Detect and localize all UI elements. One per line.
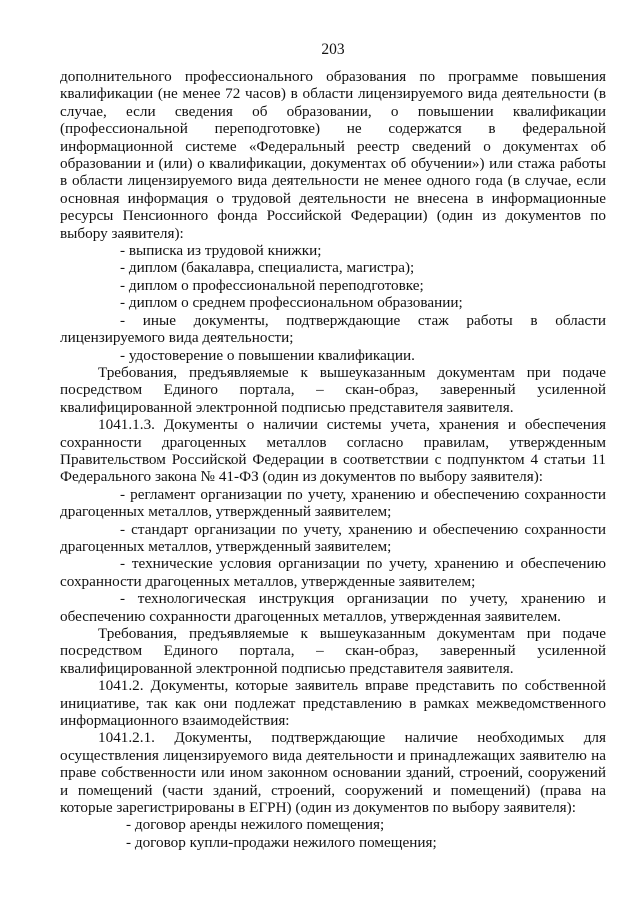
paragraph-requirements-1: Требования, предъявляемые к вышеуказанным документам при подаче посредством Единого портала, – скан-образ, заверенный усиленной квалифицированной электронной подписью представителя заявителя. [60,363,606,416]
document-body [60,68,606,851]
list-item-technological-instruction: - технологическая инструкция организации по учету, хранению и обеспечению сохранности драгоценных металлов, утвержденная заявителем. [60,590,606,625]
list-item-diploma-bachelor: - диплом (бакалавра, специалиста, магистра); [120,259,415,277]
paragraph-1041-2: 1041.2. Документы, которые заявитель вправе представить по собственной инициативе, так как они подлежат представлению в рамках межведомственного информационного взаимодействия: [60,677,606,730]
list-item-work-book: - выписка из трудовой книжки; [120,242,322,260]
list-item-diploma-secondary: - диплом о среднем профессиональном образовании; [120,294,463,312]
list-item-regulation: - регламент организации по учету, хранению и обеспечению сохранности драгоценных металлов, утвержденный заявителем; [60,485,606,521]
list-item-other-documents: - иные документы, подтверждающие стаж работы в области лицензируемого вида деятельности; [60,311,606,347]
page-number: 203 [321,41,345,58]
list-item-diploma-retraining: - диплом о профессиональной переподготовке; [120,276,424,294]
list-item-technical-conditions: - технические условия организации по учету, хранению и обеспечению сохранности драгоценных металлов, утвержденные заявителем; [60,555,606,590]
paragraph-1041-2-1: 1041.2.1. Документы, подтверждающие наличие необходимых для осуществления лицензируемого вида деятельности и принадлежащих заявителю на праве собственности или ином законном основании зданий, строений, сооружений и помещений (части зданий, строений, сооружений и помещений) (права на которые зарегистрированы в ЕГРН) (один из документов по выбору заявителя): [60,729,606,817]
list-item-qualification-certificate: - удостоверение о повышении квалификации. [120,346,415,364]
paragraph-requirements-2: Требования, предъявляемые к вышеуказанным документам при подаче посредством Единого портала, – скан-образ, заверенный усиленной квалифицированной электронной подписью представителя заявителя. [60,625,606,677]
list-item-purchase-agreement: - договор купли-продажи нежилого помещения; [126,833,437,851]
paragraph-1041-1-3: 1041.1.3. Документы о наличии системы учета, хранения и обеспечения сохранности драгоценных металлов согласно правилам, утвержденным Правительством Российской Федерации в соответствии с подпунктом 4 статьи 11 Федерального закона № 41-ФЗ (один из документов по выбору заявителя): [60,416,606,486]
list-item-lease-agreement: - договор аренды нежилого помещения; [126,816,385,834]
paragraph-education: дополнительного профессионального образования по программе повышения квалификации (не менее 72 часов) в области лицензируемого вида деятельности (в случае, если сведения об образовании, о повышении квалификации (профессиональной переподготовке) не содержатся в федеральной информационной системе «Федеральный реестр сведений о документах об образовании и (или) о квалификации, документах об обучении») или стажа работы в области лицензируемого вида деятельности не менее одного года (в случае, если основная информация о трудовой деятельности не внесена в информационные ресурсы Пенсионного фонда Российской Федерации) (один из документов по выбору заявителя): [60,68,606,242]
list-item-standard: - стандарт организации по учету, хранению и обеспечению сохранности драгоценных металлов, утвержденный заявителем; [60,520,606,555]
